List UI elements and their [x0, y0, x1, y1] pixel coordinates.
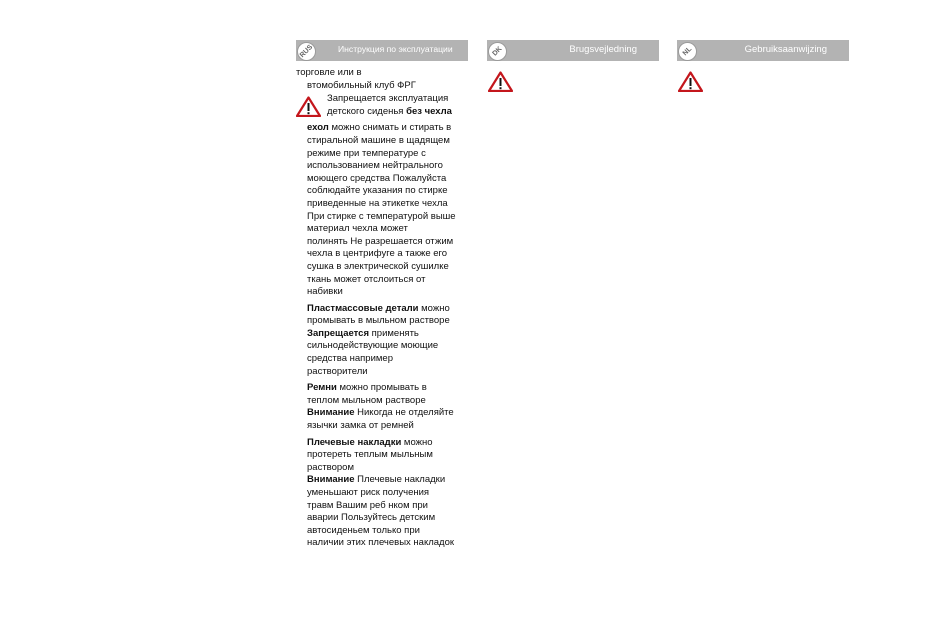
section-title-ru: Инструкция по эксплуатации — [338, 44, 453, 54]
language-badge-icon: RUS — [293, 38, 320, 65]
pads-paragraph: Плечевые накладки можно протереть теплым мыльным раствором Внимание Плечевые накладки уменьшают риск получения травм Вашим реб нком при аварии Пользуйтесь детским автосиденьем только при наличии этих плечевых накладок — [307, 436, 455, 549]
column-dutch — [677, 40, 849, 61]
warning-text: детского сиденья — [327, 105, 407, 117]
intro-line: втомобильный клуб ФРГ — [307, 79, 416, 91]
warning-triangle-icon — [488, 71, 513, 92]
intro-line: торговле или в — [296, 67, 362, 78]
column-russian — [296, 40, 468, 549]
belts-term: Ремни — [307, 382, 337, 394]
section-title-dk: Brugsvejledning — [569, 44, 637, 55]
column-danish — [487, 40, 659, 61]
warning-triangle-icon — [678, 71, 703, 92]
section-header-nl — [677, 40, 849, 61]
attention-term: Внимание — [307, 407, 355, 419]
section-header-dk — [487, 40, 659, 61]
pads-term: Плечевые накладки — [307, 436, 402, 448]
body-ru — [296, 67, 468, 550]
warning-triangle-icon — [296, 96, 321, 117]
cover-paragraph: ехол можно снимать и стирать в стиральной машине в щадящем режиме при температуре с использованием нейтрального моющего средства Пожалуйста соблюдайте указания по стирке приведенные на этикетке чехла При стирке с температурой выше материал чехла может полинять Не разрешается отжим чехла в центрифуге а также его сушка в электрической сушилке ткань может отслоиться от набивки — [307, 122, 456, 298]
plastic-paragraph: Пластмассовые детали можно промывать в мыльном растворе Запрещается применять сильнодействующие моющие средства например растворители — [307, 302, 450, 377]
belts-paragraph: Ремни можно промывать в теплом мыльном растворе Внимание Никогда не отделяйте язычки замка от ремней — [307, 382, 454, 432]
warning-emphasis: без чехла — [406, 105, 452, 117]
plastic-term: Пластмассовые детали — [307, 302, 419, 314]
warning-text: Запрещается эксплуатация — [327, 93, 449, 105]
warning-block — [296, 93, 468, 118]
prohibition-term: Запрещается — [307, 327, 369, 339]
section-title-nl: Gebruiksaanwijzing — [744, 44, 827, 55]
attention-term: Внимание — [307, 474, 355, 486]
cover-term: ехол — [307, 122, 329, 134]
section-header-ru — [296, 40, 468, 61]
language-badge-icon: DK — [484, 38, 511, 65]
language-badge-icon: NL — [674, 38, 701, 65]
